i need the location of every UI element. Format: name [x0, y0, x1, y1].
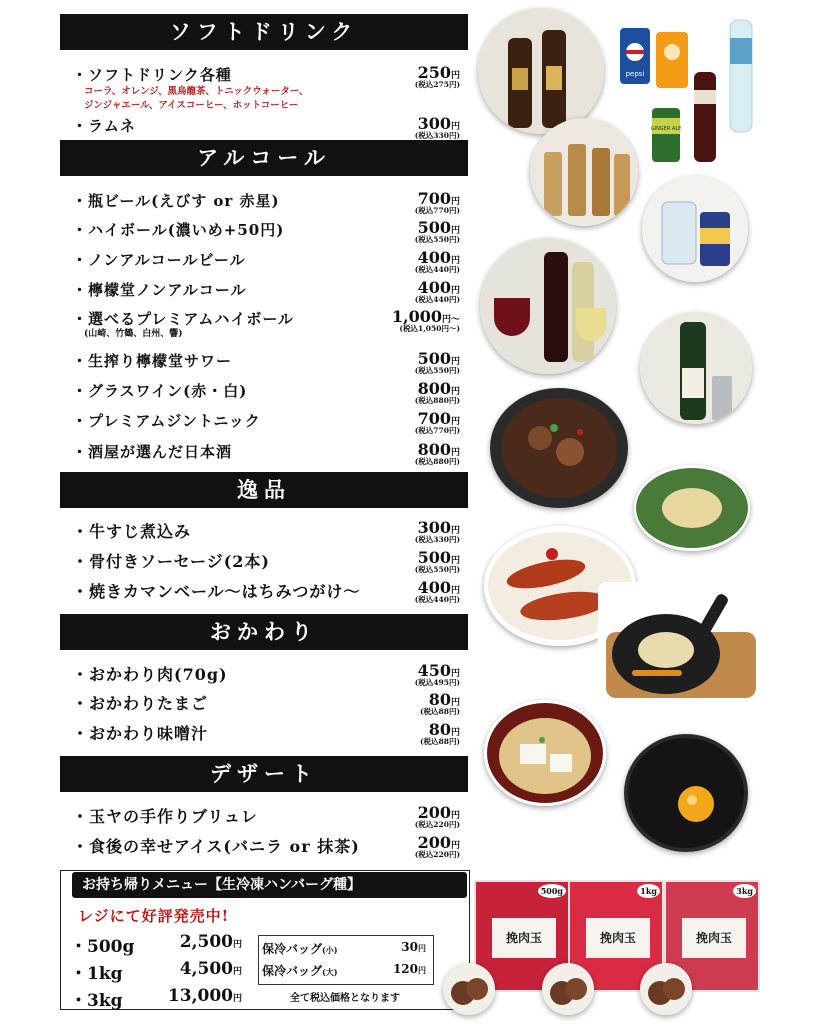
- bag-price: 120円: [392, 962, 426, 976]
- pack-weight: 3kg: [733, 884, 756, 898]
- item-name: ・生搾り檸檬堂サワー: [72, 352, 233, 370]
- section-soft-drink-header: ソフトドリンク: [60, 14, 468, 50]
- section-okawari-header: おかわり: [60, 614, 468, 650]
- potato-salad-photo: [634, 465, 750, 551]
- menu-item: [72, 380, 466, 404]
- item-tax: (税込220円): [414, 820, 460, 829]
- item-price: 800円: [417, 379, 460, 398]
- menu-item: [72, 579, 466, 605]
- item-price: 200円: [417, 833, 460, 852]
- takeout-size-row: [70, 932, 250, 956]
- bag-size: (小): [322, 945, 338, 955]
- item-name: ・食後の幸せアイス(バニラ or 抹茶): [72, 837, 360, 856]
- menu-item: [72, 308, 466, 344]
- item-tax: (税込220円): [414, 850, 460, 859]
- menu-item: [72, 114, 466, 140]
- item-name: ・おかわりたまご: [72, 694, 209, 713]
- menu-item: [72, 549, 466, 575]
- section-ippin-header: 逸品: [60, 472, 468, 508]
- menu-item: [72, 519, 466, 545]
- item-tax: (税込275円): [414, 80, 460, 89]
- item-name: ・おかわり味噌汁: [72, 724, 209, 743]
- item-price: 200円: [417, 803, 460, 822]
- item-subnote: (山崎、竹鶴、白州、響): [84, 329, 183, 339]
- menu-item: [72, 691, 466, 717]
- pack-label: 挽肉玉: [682, 918, 746, 958]
- pack-label: 挽肉玉: [492, 918, 556, 958]
- wine-photo: [480, 238, 616, 374]
- egg-photo: [624, 734, 748, 852]
- highball-lemon-photo: [642, 176, 748, 282]
- item-price: 400円: [417, 248, 460, 267]
- takeout-header: お持ち帰りメニュー【生冷凍ハンバーグ種】: [72, 872, 467, 898]
- takeout-size-row: [70, 986, 250, 1010]
- section-alcohol-header: アルコール: [60, 140, 468, 176]
- hamburg-patty-photo: [542, 963, 594, 1015]
- sake-photo: [640, 312, 752, 424]
- pack-weight: 1kg: [637, 884, 660, 898]
- takeout-weight: ・3kg: [70, 991, 123, 1011]
- pack-weight: 500g: [538, 884, 566, 898]
- menu-item: [72, 441, 466, 465]
- pepsi-label: pepsi: [625, 70, 645, 78]
- item-tax: (税込1,050円〜): [399, 324, 460, 333]
- miso-soup-photo: [484, 700, 606, 806]
- pack-label: 挽肉玉: [586, 918, 650, 958]
- item-tax: (税込550円): [414, 235, 460, 244]
- menu-item: [72, 804, 466, 830]
- item-price: 700円: [417, 189, 460, 208]
- bag-size: (大): [322, 967, 338, 977]
- item-price: 1,000円〜: [391, 307, 460, 326]
- camembert-photo: [598, 582, 764, 712]
- beer-bottles-photo: [478, 8, 604, 134]
- item-tax: (税込550円): [414, 366, 460, 375]
- item-tax: (税込88円): [419, 707, 460, 716]
- section-dessert-header: デザート: [60, 756, 468, 792]
- bag-label: 保冷バッグ: [262, 964, 323, 978]
- item-price: 700円: [417, 409, 460, 428]
- takeout-weight: ・1kg: [70, 964, 123, 984]
- item-name: ・檸檬堂ノンアルコール: [72, 281, 247, 299]
- menu-item: [72, 721, 466, 747]
- item-name: ・ハイボール(濃いめ+50円): [72, 221, 285, 239]
- menu-item: [72, 279, 466, 303]
- item-tax: (税込88円): [419, 737, 460, 746]
- item-name: ・焼きカマンベール〜はちみつがけ〜: [72, 582, 361, 601]
- item-price: 250円: [417, 63, 460, 82]
- takeout-price: 13,000円: [167, 986, 242, 1006]
- whisky-bottles-photo: [530, 118, 638, 226]
- item-price: 400円: [417, 578, 460, 597]
- item-price: 300円: [417, 114, 460, 133]
- item-price: 80円: [428, 720, 460, 739]
- menu-item: [72, 662, 466, 688]
- menu-item: [72, 350, 466, 374]
- item-tax: (税込770円): [414, 206, 460, 215]
- bag-price: 30円: [401, 940, 426, 954]
- hamburg-patty-photo: [443, 963, 495, 1015]
- item-tax: (税込880円): [414, 457, 460, 466]
- takeout-subtitle: レジにて好評発売中!: [78, 907, 230, 925]
- item-price: 300円: [417, 518, 460, 537]
- item-tax: (税込550円): [414, 565, 460, 574]
- item-tax: (税込495円): [414, 678, 460, 687]
- item-name: ・ラムネ: [72, 117, 136, 135]
- item-price: 800円: [417, 440, 460, 459]
- item-tax: (税込330円): [414, 535, 460, 544]
- item-name: ・選べるプレミアムハイボール: [72, 310, 295, 328]
- soft-drink-list: ジンジャエール、アイスコーヒー、ホットコーヒー: [84, 100, 299, 111]
- menu-item: [72, 190, 466, 214]
- item-price: 500円: [417, 349, 460, 368]
- menu-item: [72, 219, 466, 243]
- menu-item: [72, 64, 466, 112]
- menu-item: [72, 410, 466, 434]
- item-name: ・瓶ビール(えびす or 赤星): [72, 192, 280, 210]
- item-price: 500円: [417, 548, 460, 567]
- bag-label: 保冷バッグ: [262, 942, 323, 956]
- item-name: ・玉ヤの手作りブリュレ: [72, 807, 258, 826]
- item-tax: (税込880円): [414, 396, 460, 405]
- item-name: ・牛すじ煮込み: [72, 522, 192, 541]
- takeout-price: 4,500円: [179, 959, 242, 979]
- item-name: ・グラスワイン(赤・白): [72, 382, 248, 400]
- takeout-price: 2,500円: [179, 932, 242, 952]
- item-tax: (税込440円): [414, 595, 460, 604]
- item-name: ・おかわり肉(70g): [72, 665, 228, 684]
- soft-drink-list: コーラ、オレンジ、黒烏龍茶、トニックウォーター、: [84, 86, 309, 97]
- item-name: ・酒屋が選んだ日本酒: [72, 443, 233, 461]
- item-tax: (税込440円): [414, 265, 460, 274]
- tax-included-note: 全て税込価格となります: [290, 993, 400, 1004]
- menu-item: [72, 834, 466, 860]
- item-price: 500円: [417, 218, 460, 237]
- item-name: ・プレミアムジントニック: [72, 412, 261, 430]
- item-price: 400円: [417, 278, 460, 297]
- item-price: 80円: [428, 690, 460, 709]
- item-tax: (税込330円): [414, 131, 460, 140]
- item-name: ・ソフトドリンク各種: [72, 66, 232, 84]
- hamburg-patty-photo: [640, 963, 692, 1015]
- item-name: ・ノンアルコールビール: [72, 251, 246, 269]
- ginger-ale-label: GINGER ALE: [650, 126, 682, 132]
- menu-item: [72, 249, 466, 273]
- soft-drink-cans: [612, 12, 812, 162]
- item-tax: (税込440円): [414, 295, 460, 304]
- takeout-size-row: [70, 959, 250, 983]
- gyusuji-photo: [490, 388, 628, 508]
- item-name: ・骨付きソーセージ(2本): [72, 552, 270, 571]
- item-tax: (税込770円): [414, 426, 460, 435]
- takeout-weight: ・500g: [70, 937, 135, 957]
- item-price: 450円: [417, 661, 460, 680]
